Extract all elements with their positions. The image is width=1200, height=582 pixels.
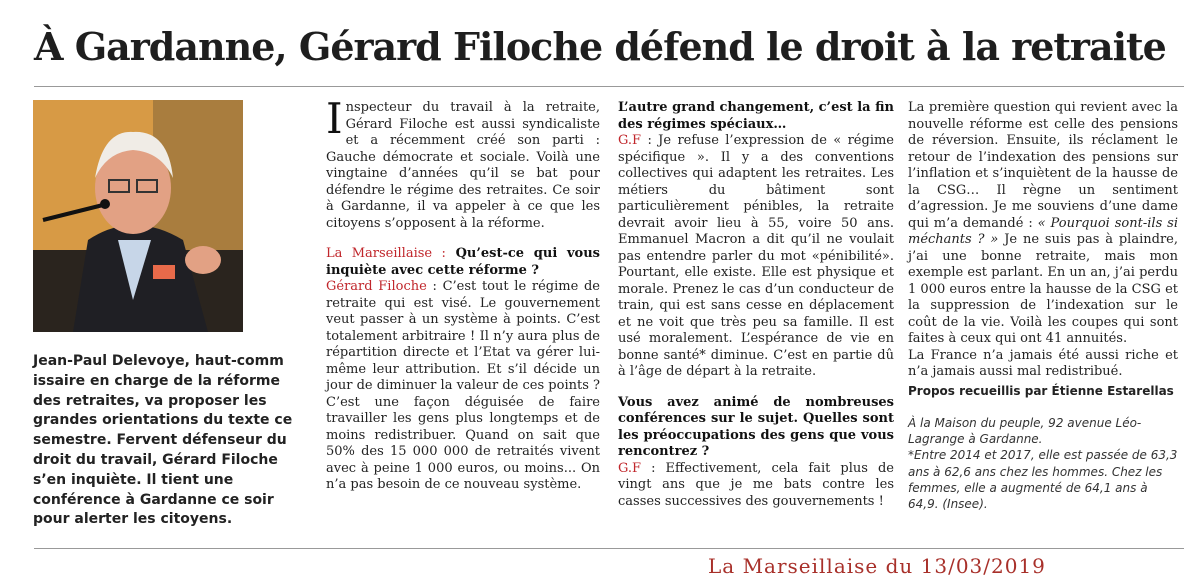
answer-2-text: : Je refuse l’expression de « régime spécifique ». Il y a des conventions collectives qui adaptent les retraites. Les métiers du bâtiment sont particulièrement pénibles, la retraite devrait avoir lieu à 55, voire 50 ans. Emmanuel Macron a dit qu’il ne voulait pas entendre parler du mot «pénibilité». Pourtant, elle existe. Elle est physique et morale. Prenez le cas d’un conducteur de train, qui est sans cesse en déplacement et ne voit que très peu sa famille. Il est usé moralement. L’espérance de vie en bonne santé* diminue. C’est en partie dû à l’âge de départ à la retraite. (618, 133, 894, 379)
portrait-photo (33, 100, 243, 332)
answer-1-text: : C’est tout le régime de retraite qui est visé. Le gouvernement veut passer à un système à points. C’est totalement arbitraire ! Il n’y aura plus de répartition directe et l’Etat va gérer lui-même leur attribution. Et s’il décide un jour de diminuer la valeur de ces points ? C’est une façon déguisée de faire travailler les gens plus longtemps et de moins redistribuer. Quand on sait que 50% des 15 000 000 de retraités vivent avec à peine 1 000 euros, ou moins... On n’a pas besoin de ce nouveau système. (326, 279, 600, 492)
answer-3 (618, 461, 894, 511)
question-1-text: Qu’est-ce qui vous inquiète avec cette réforme ? (326, 246, 601, 278)
quoted-question: « Pourquoi sont-ils si méchants ? » (908, 215, 1178, 247)
question-2: L’autre grand changement, c’est la fin des régimes spéciaux… (618, 100, 894, 132)
col3-paragraph-1 (908, 100, 1178, 348)
source-credit: La Marseillaise du 13/03/2019 (708, 554, 1046, 578)
intro-text: nspecteur du travail à la retraite, Gérard Filoche est aussi syndicaliste et a récemment créé son parti : Gauche démocrate et sociale. Voilà une vingtaine d’années qu’il se bat pour défendre le régime des retraites. Ce soir à Gardanne, il va appeler à ce que les citoyens s’opposent à la réforme. (326, 100, 600, 231)
answer-1-speaker: Gérard Filoche (326, 279, 427, 294)
article-column-1 (326, 94, 601, 494)
intro-paragraph (326, 94, 600, 232)
question-3: Vous avez animé de nombreuses conférences sur le sujet. Quelles sont les préoccupations des gens que vous rencontrez ? (618, 394, 894, 459)
col3-text-a: La première question qui revient avec la nouvelle réforme est celle des pensions de réversion. Ensuite, ils réclament le retour de l’indexation des pensions sur l’inflation et s’inquiètent de la hausse de la CSG… Il règne un sentiment d’agression. Je me souviens d’une dame qui m’a demandé : (908, 100, 1178, 231)
bottom-rule (34, 548, 1184, 549)
answer-3-text: : Effectivement, cela fait plus de vingt ans que je me bats contre les casses successives des gouvernements ! (618, 460, 894, 509)
answer-3-speaker: G.F (618, 460, 642, 476)
article-column-2 (618, 100, 894, 510)
answer-1 (326, 279, 600, 494)
interviewer-label: La Marseillaise : (326, 246, 446, 261)
col3-paragraph-2: La France n’a jamais été aussi riche et n’a jamais aussi mal redistribué. (908, 347, 1178, 379)
headline: À Gardanne, Gérard Filoche défend le droit à la retraite (34, 24, 1166, 69)
statistics-footnote: *Entre 2014 et 2017, elle est passée de 63,3 ans à 62,6 ans chez les hommes. Chez les femmes, elle a augmenté de 64,1 ans à 64,9. (Insee). (908, 448, 1178, 512)
byline: Propos recueillis par Étienne Estarellas (908, 383, 1174, 398)
article-column-3 (908, 100, 1178, 512)
question-1 (326, 246, 600, 279)
photo-caption: Jean-Paul Delevoye, haut-comm issaire en charge de la réforme des retraites, va proposer les grandes orientations du texte ce semestre. Fervent défenseur du droit du travail, Gérard Filoche s’en inquiète. Il tient une conférence à Gardanne ce soir pour alerter les citoyens. (33, 353, 293, 528)
col3-text-b: Je ne suis pas à plaindre, j’ai une bonne retraite, mais mon exemple est parlant. En un an, j’ai perdu 1 000 euros entre la hausse de la CSG et la suppression de l’indexation sur le coût de la vie. Voilà les coupes qui sont faites à ceux qui ont 41 annuités. (908, 232, 1178, 346)
top-rule (34, 86, 1184, 87)
drop-cap: I (326, 94, 343, 143)
answer-2-speaker: G.F (618, 133, 642, 148)
answer-2 (618, 133, 894, 381)
event-location-note: À la Maison du peuple, 92 avenue Léo-Lagrange à Gardanne. (908, 416, 1142, 447)
